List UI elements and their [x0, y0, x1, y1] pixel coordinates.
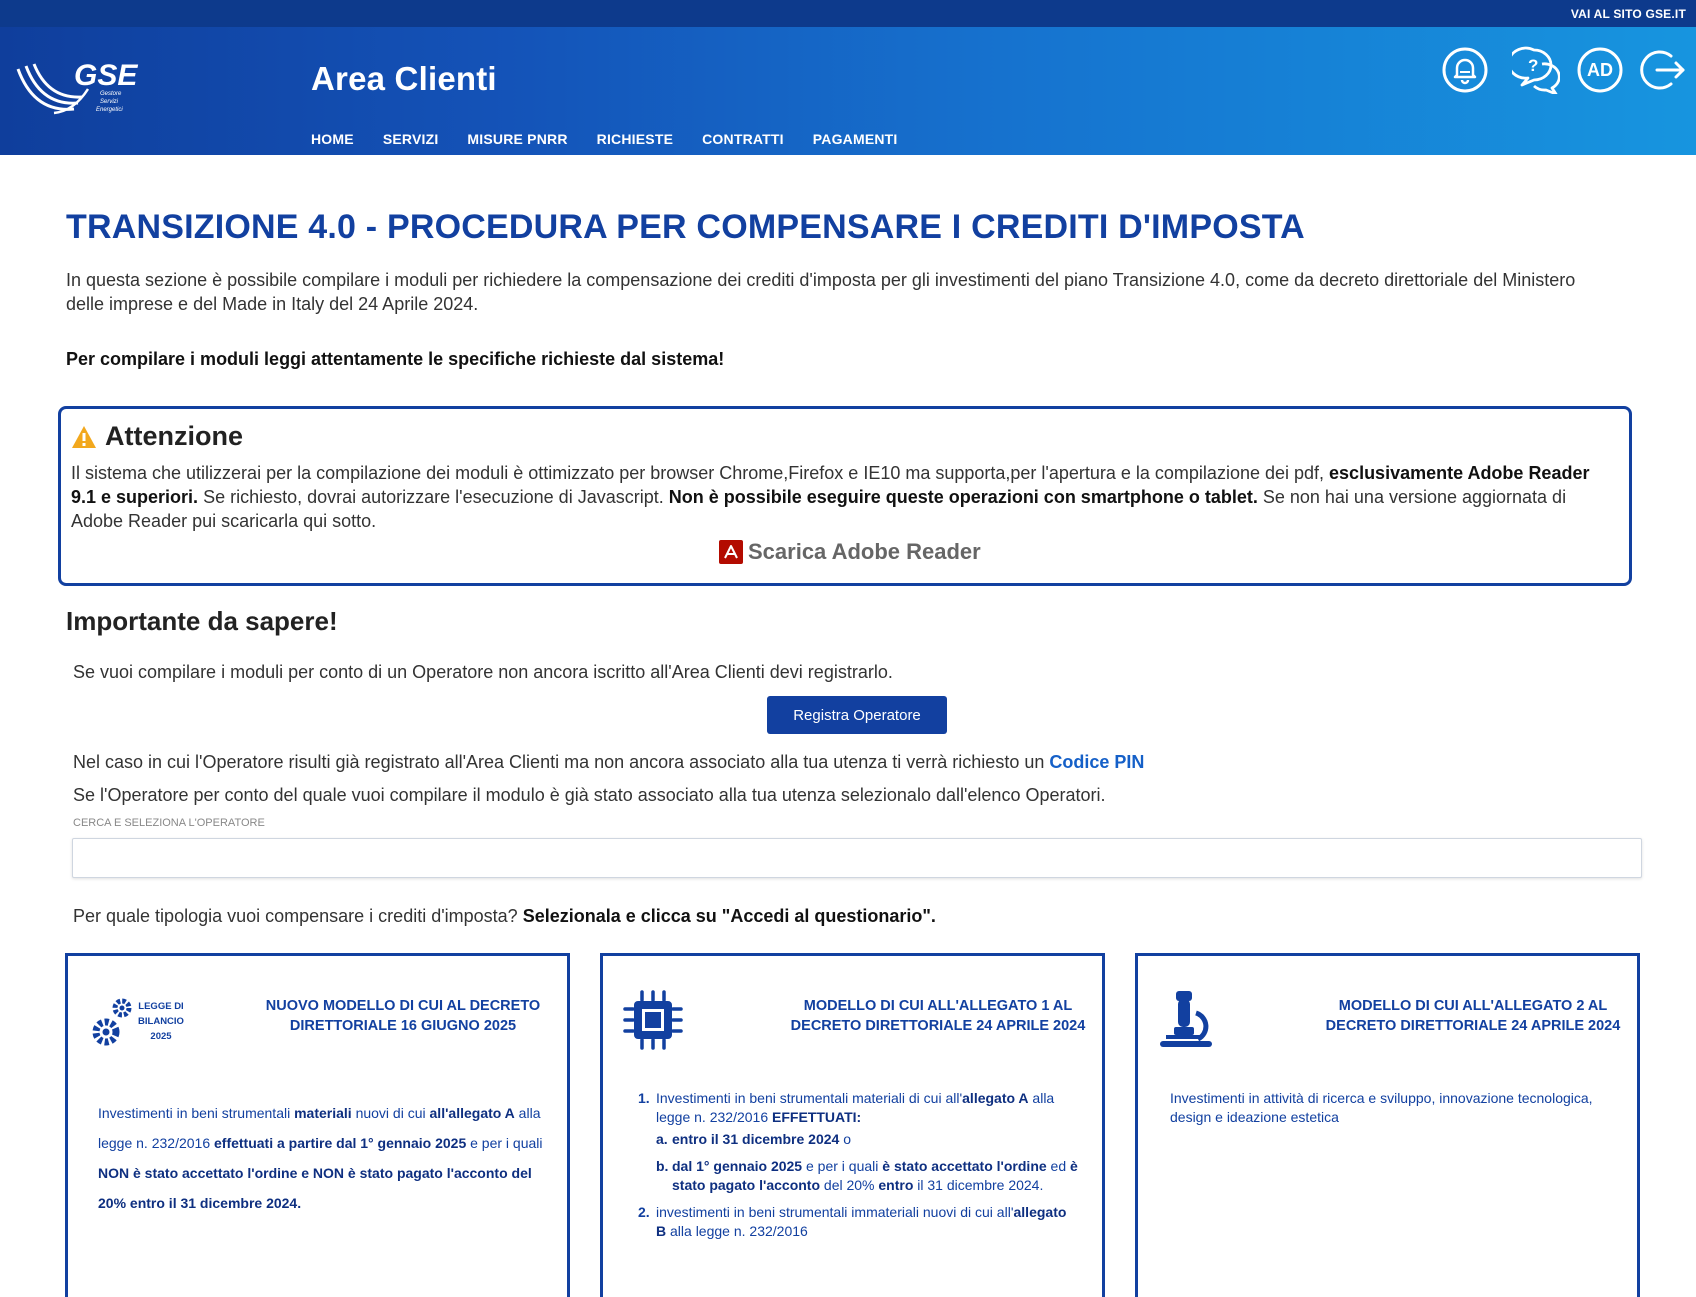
- logo-subtext-2: Servizi: [100, 99, 119, 105]
- attention-header: [71, 421, 243, 452]
- card-nuovo-modello[interactable]: [65, 953, 570, 1297]
- nav-item-pagamenti[interactable]: PAGAMENTI: [812, 131, 898, 147]
- register-info-text: Se vuoi compilare i moduli per conto di un Operatore non ancora iscritto all'Area Clienti devi registrarlo.: [73, 662, 893, 682]
- app-title: Area Clienti: [311, 60, 497, 97]
- card-3-title: MODELLO DI CUI ALL'ALLEGATO 2 AL DECRETO DIRETTORIALE 24 APRILE 2024: [1325, 998, 1621, 1034]
- chip-icon: [622, 989, 684, 1051]
- top-utility-bar: [0, 0, 1696, 27]
- operator-search-label: CERCA E SELEZIONA L'OPERATORE: [73, 817, 265, 829]
- gse-site-link[interactable]: VAI AL SITO GSE.IT: [1570, 7, 1686, 21]
- typology-question: Per quale tipologia vuoi compensare i crediti d'imposta? Selezionala e clicca su "Accedi al questionario".: [73, 906, 936, 926]
- intro-text: In questa sezione è possibile compilare i moduli per richiedere la compensazione dei crediti d'imposta per gli investimenti del piano Transizione 4.0, come da decreto direttoriale del Ministero delle imprese e del Made in Italy del 24 Aprile 2024.: [66, 270, 1576, 314]
- pin-info-text: Nel caso in cui l'Operatore risulti già registrato all'Area Clienti ma non ancora associato alla tua utenza ti verrà richiesto un Codice PIN: [73, 752, 1145, 772]
- gears-icon: [88, 994, 140, 1050]
- select-operator-info: Se l'Operatore per conto del quale vuoi compilare il modulo è già stato associato alla tua utenza selezionalo dall'elenco Operatori.: [73, 785, 1106, 805]
- warning-icon: [71, 425, 97, 449]
- user-avatar[interactable]: [1576, 46, 1624, 94]
- card-1-body: Investimenti in beni strumentali materiali nuovi di cui all'allegato A alla legge n. 232/2016 effettuati a partire dal 1° gennaio 2025 e per i quali NON è stato accettato l'ordine e NON è stato pagato l'acconto del 20% entro il 31 dicembre 2024.: [98, 1105, 543, 1211]
- card-2-body: [638, 1089, 1078, 1241]
- download-adobe-label: Scarica Adobe Reader: [748, 539, 981, 564]
- operator-search-input[interactable]: [72, 838, 1642, 878]
- card-allegato-2[interactable]: [1135, 953, 1640, 1297]
- logo-subtext-1: Gestore: [100, 91, 122, 97]
- avatar-initials: AD: [1587, 60, 1613, 80]
- important-title: Importante da sapere!: [66, 606, 338, 636]
- gse-logo[interactable]: [16, 61, 146, 121]
- nav-item-misure-pnrr[interactable]: MISURE PNRR: [467, 131, 568, 147]
- card-allegato-1[interactable]: [600, 953, 1105, 1297]
- microscope-icon: [1156, 989, 1220, 1053]
- card-2-title: MODELLO DI CUI ALL'ALLEGATO 1 AL DECRETO DIRETTORIALE 24 APRILE 2024: [790, 998, 1086, 1034]
- card-3-body: Investimenti in attività di ricerca e sviluppo, innovazione tecnologica, design e ideazione estetica: [1170, 1090, 1593, 1125]
- pdf-icon: [719, 540, 743, 564]
- page-title: TRANSIZIONE 4.0 - PROCEDURA PER COMPENSARE I CREDITI D'IMPOSTA: [66, 208, 1305, 246]
- svg-text:?: ?: [1528, 56, 1539, 75]
- pin-code-link[interactable]: Codice PIN: [1049, 752, 1145, 772]
- logo-subtext-3: Energetici: [96, 107, 123, 113]
- help-chat-icon[interactable]: [1512, 46, 1560, 94]
- nav-item-richieste[interactable]: RICHIESTE: [596, 131, 674, 147]
- main-nav: [311, 131, 927, 147]
- card-2-item-1a: a. entro il 31 dicembre 2024 o: [656, 1131, 851, 1147]
- card-1-title: NUOVO MODELLO DI CUI AL DECRETO DIRETTORIALE 16 GIUGNO 2025: [265, 998, 541, 1034]
- nav-item-servizi[interactable]: SERVIZI: [382, 131, 439, 147]
- badge-legge-bilancio: LEGGE DI BILANCIO 2025: [138, 1001, 184, 1042]
- attention-box: [58, 406, 1632, 586]
- bell-icon[interactable]: [1441, 46, 1489, 94]
- logo-text: GSE: [74, 59, 138, 92]
- logout-icon[interactable]: [1639, 46, 1687, 94]
- nav-item-home[interactable]: HOME: [311, 131, 354, 147]
- card-2-item-1: 1. Investimenti in beni strumentali materiali di cui all'allegato A alla legge n. 232/2016 EFFETTUATI:: [638, 1090, 1055, 1125]
- card-2-item-1b: b. dal 1° gennaio 2025 e per i quali è stato accettato l'ordine ed è stato pagato l'acconto del 20% entro il 31 dicembre 2024.: [656, 1158, 1078, 1193]
- attention-text: Il sistema che utilizzerai per la compilazione dei moduli è ottimizzato per browser Chrome,Firefox e IE10 ma supporta,per l'apertura e la compilazione dei pdf, esclusivamente Adobe Reader 9.1 e superiori. Se richiesto, dovrai autorizzare l'esecuzione di Javascript. Non è possibile eseguire queste operazioni con smartphone o tablet. Se non hai una versione aggiornata di Adobe Reader pui scaricarla qui sotto.: [71, 463, 1590, 531]
- download-adobe-reader-link[interactable]: [719, 539, 981, 565]
- nav-item-contratti[interactable]: CONTRATTI: [702, 131, 784, 147]
- lead-text: Per compilare i moduli leggi attentamente le specifiche richieste dal sistema!: [66, 349, 725, 369]
- register-operator-button[interactable]: Registra Operatore: [767, 696, 947, 734]
- attention-title: Attenzione: [105, 421, 243, 451]
- site-header: [0, 27, 1696, 155]
- card-2-item-2: 2. investimenti in beni strumentali immateriali nuovi di cui all'allegato B alla legge n. 232/2016: [638, 1204, 1067, 1239]
